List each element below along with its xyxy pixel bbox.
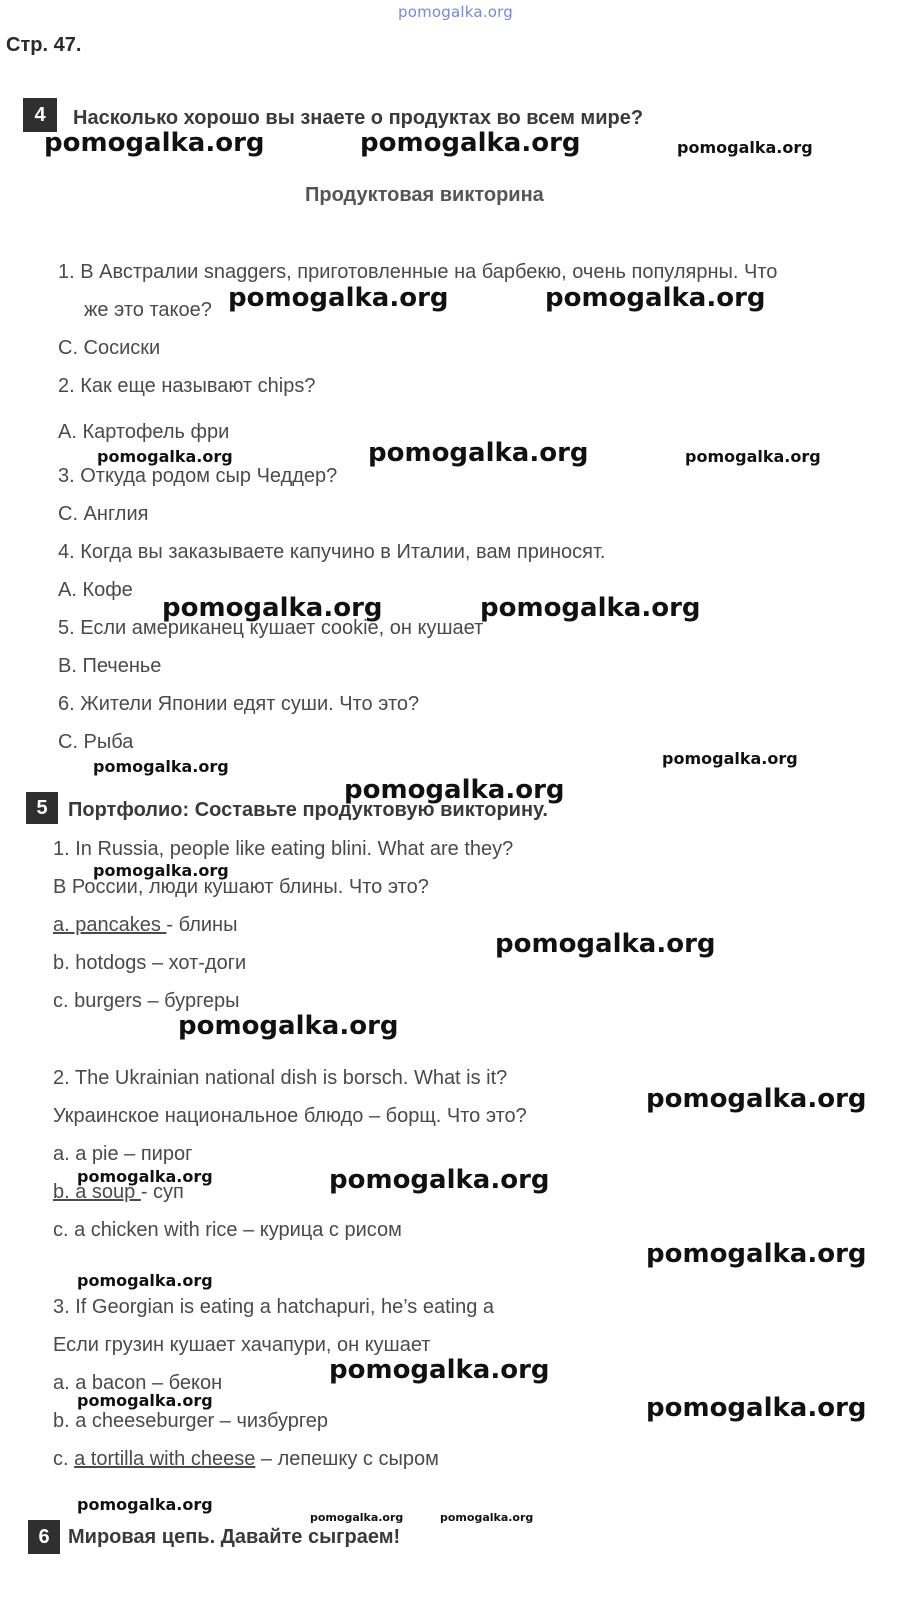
watermark: pomogalka.org — [178, 1011, 399, 1041]
watermark: pomogalka.org — [646, 1084, 867, 1114]
watermark: pomogalka.org — [685, 447, 821, 466]
q2-option-a: a. a pie – пирог — [53, 1143, 193, 1165]
page-number: Стр. 47. — [6, 34, 82, 56]
quiz-line: 2. Как еще называют chips? — [58, 375, 316, 397]
q3-option-b: b. a cheeseburger – чизбургер — [53, 1410, 329, 1432]
section-4-number: 4 — [34, 103, 46, 126]
q1-translation: В России, люди кушают блины. Что это? — [53, 876, 429, 898]
quiz-line: 4. Когда вы заказываете капучино в Италии, вам приносят. — [58, 541, 606, 563]
section-6-badge — [28, 1520, 60, 1554]
watermark: pomogalka.org — [677, 138, 813, 157]
watermark: pomogalka.org — [646, 1393, 867, 1423]
watermark: pomogalka.org — [93, 757, 229, 776]
watermark: pomogalka.org — [93, 861, 229, 880]
quiz-answer: А. Картофель фри — [58, 421, 230, 443]
watermark: pomogalka.org — [329, 1165, 550, 1195]
q3-option-c — [53, 1448, 439, 1471]
watermark: pomogalka.org — [646, 1239, 867, 1269]
q1-question: 1. In Russia, people like eating blini. What are they? — [53, 838, 514, 860]
watermark: pomogalka.org — [97, 447, 233, 466]
watermark: pomogalka.org — [44, 128, 265, 158]
quiz-answer: С. Рыба — [58, 731, 134, 753]
watermark: pomogalka.org — [329, 1355, 550, 1385]
q3-option-c-prefix: c. — [53, 1448, 75, 1470]
q1-option-a — [53, 914, 237, 937]
watermark: pomogalka.org — [662, 749, 798, 768]
section-5-title: Портфолио: Составьте продуктовую викторину. — [68, 799, 548, 821]
q1-correct-answer: a. pancakes — [53, 914, 167, 936]
watermark: pomogalka.org — [77, 1167, 213, 1186]
header-watermark: pomogalka.org — [398, 3, 513, 21]
watermark: pomogalka.org — [545, 283, 766, 313]
quiz-line: 5. Если американец кушает cookie, он кушает — [58, 617, 484, 639]
q3-option-a: a. a bacon – бекон — [53, 1372, 223, 1394]
q2-option-c: c. a chicken with rice – курица с рисом — [53, 1219, 402, 1241]
quiz-answer: С. Сосиски — [58, 337, 161, 359]
q3-translation: Если грузин кушает хачапури, он кушает — [53, 1334, 431, 1356]
section-5-badge — [26, 792, 58, 824]
watermark: pomogalka.org — [495, 929, 716, 959]
watermark: pomogalka.org — [77, 1495, 213, 1514]
section-5-number: 5 — [36, 796, 48, 819]
q3-question: 3. If Georgian is eating a hatchapuri, he’s eating a — [53, 1296, 495, 1318]
watermark: pomogalka.org — [440, 1511, 534, 1524]
q1-option-a-translation: - блины — [166, 914, 238, 936]
q1-option-b: b. hotdogs – хот-доги — [53, 952, 247, 974]
quiz-line: 6. Жители Японии едят суши. Что это? — [58, 693, 420, 715]
watermark: pomogalka.org — [480, 593, 701, 623]
watermark: pomogalka.org — [162, 593, 383, 623]
section-6-title: Мировая цепь. Давайте сыграем! — [68, 1526, 401, 1548]
q2-translation: Украинское национальное блюдо – борщ. Что это? — [53, 1105, 527, 1127]
section-6-number: 6 — [38, 1525, 50, 1548]
quiz-line: же это такое? — [84, 299, 212, 321]
watermark: pomogalka.org — [77, 1391, 213, 1410]
watermark: pomogalka.org — [228, 283, 449, 313]
q2-option-b-translation: - суп — [140, 1181, 184, 1203]
watermark: pomogalka.org — [310, 1511, 404, 1524]
q1-option-c: c. burgers – бургеры — [53, 990, 240, 1012]
quiz-answer: С. Англия — [58, 503, 149, 525]
q2-question: 2. The Ukrainian national dish is borsch. What is it? — [53, 1067, 508, 1089]
quiz-title: Продуктовая викторина — [305, 184, 544, 206]
q3-option-c-translation: – лепешку с сыром — [255, 1448, 439, 1470]
quiz-answer: В. Печенье — [58, 655, 162, 677]
quiz-answer: А. Кофе — [58, 579, 133, 601]
watermark: pomogalka.org — [77, 1271, 213, 1290]
watermark: pomogalka.org — [368, 438, 589, 468]
quiz-line: 3. Откуда родом сыр Чеддер? — [58, 465, 338, 487]
watermark: pomogalka.org — [344, 775, 565, 805]
quiz-line: 1. В Австралии snaggers, приготовленные на барбекю, очень популярны. Что — [58, 261, 778, 283]
q2-correct-answer: b. a soup — [53, 1181, 141, 1203]
section-4-title: Насколько хорошо вы знаете о продуктах во всем мире? — [73, 107, 644, 129]
q3-correct-answer: a tortilla with cheese — [74, 1448, 256, 1470]
section-4-badge — [23, 98, 57, 132]
watermark: pomogalka.org — [360, 128, 581, 158]
